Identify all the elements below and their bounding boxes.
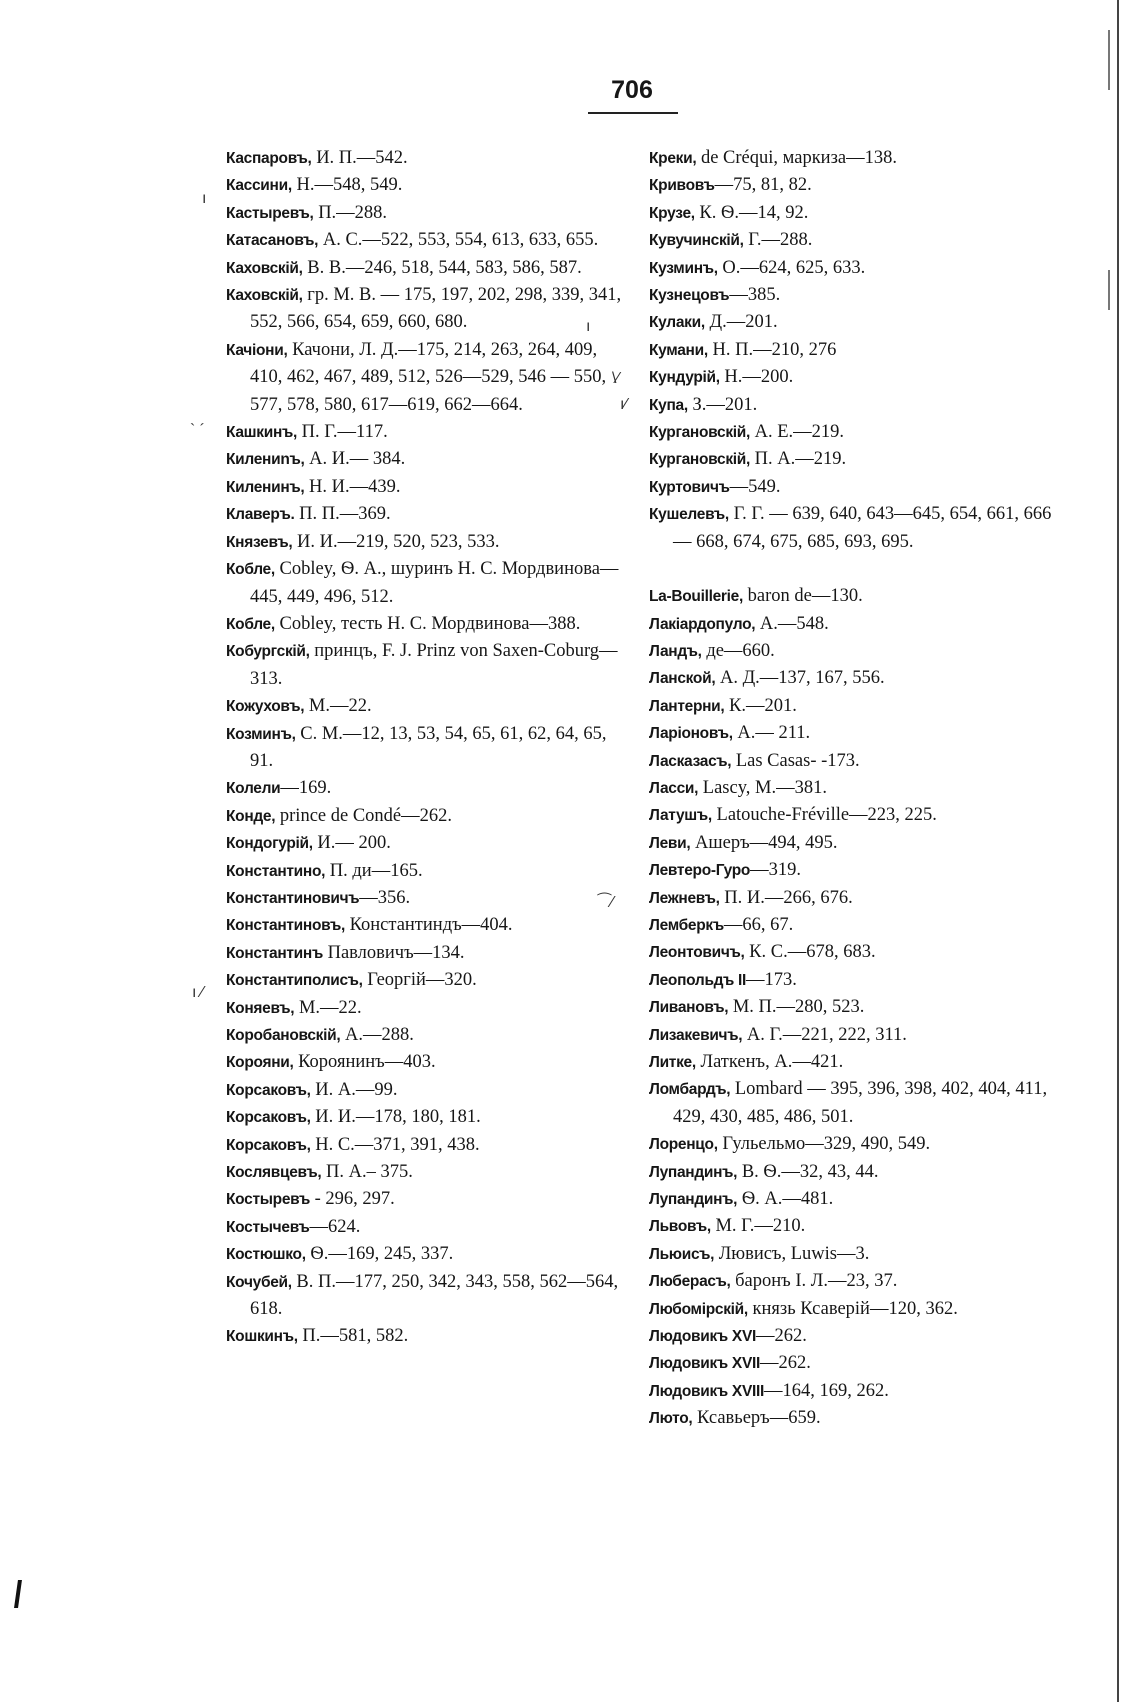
entry-references: де—660. xyxy=(701,640,775,661)
index-entry xyxy=(649,611,1069,638)
entry-heading: Константиновъ, xyxy=(226,917,345,935)
entry-references: П. А.– 375. xyxy=(321,1162,413,1183)
index-entry xyxy=(649,1186,1069,1213)
entry-references: Ѳ.—169, 245, 337. xyxy=(305,1244,454,1265)
entry-heading: Кулаки, xyxy=(649,314,705,332)
entry-heading: Кургановскій, xyxy=(649,424,751,442)
pencil-mark: ı xyxy=(202,190,207,207)
index-entry xyxy=(649,1323,1069,1350)
entry-heading: Люто, xyxy=(649,1410,693,1428)
entry-references: П. А.—219. xyxy=(750,449,847,470)
index-entry xyxy=(649,337,1069,364)
index-entry xyxy=(649,1022,1069,1049)
entry-heading: Кашкинъ, xyxy=(226,424,298,442)
entry-heading: Ланской, xyxy=(649,670,716,688)
entry-heading: Куртовичъ xyxy=(649,478,730,496)
index-entry xyxy=(649,830,1069,857)
entry-references: принцъ, F. J. Prinz von Saxen-Coburg— 313. xyxy=(250,641,618,689)
entry-heading: Леви, xyxy=(649,834,691,852)
index-entry xyxy=(226,474,631,501)
entry-heading: Кобле, xyxy=(226,615,275,633)
entry-references: С. М.—12, 13, 53, 54, 65, 61, 62, 64, 65, 91. xyxy=(250,723,607,771)
index-entry xyxy=(226,529,631,556)
entry-references: Н.—548, 549. xyxy=(291,175,403,196)
entry-heading: Литке, xyxy=(649,1054,696,1071)
index-entry xyxy=(226,200,631,227)
entry-heading: Лупандинъ, xyxy=(649,1191,738,1209)
entry-heading: Кастыревъ, xyxy=(226,204,314,222)
index-entry xyxy=(226,830,631,857)
entry-references: —356. xyxy=(359,887,411,908)
pencil-mark: ı xyxy=(586,318,591,335)
entry-heading: Львовъ, xyxy=(649,1218,711,1236)
index-entry xyxy=(226,501,631,528)
entry-references: —173. xyxy=(746,969,797,990)
index-entry xyxy=(226,611,631,638)
entry-references: Cobley, Ѳ. А., шуринъ Н. С. Мордвинова—445, 449, 496, 512. xyxy=(250,559,619,607)
entry-references: Н. П.—210, 276 xyxy=(707,339,837,360)
entry-heading: Лантерни, xyxy=(649,697,725,715)
index-entry xyxy=(226,1241,631,1268)
entry-heading: Костюшко, xyxy=(226,1246,306,1264)
entry-heading: Корсаковъ, xyxy=(226,1109,311,1127)
entry-heading: Конде, xyxy=(226,807,276,825)
entry-references: Г.—288. xyxy=(743,230,813,251)
index-entry xyxy=(226,995,631,1022)
entry-references: П. П.—369. xyxy=(294,504,391,525)
index-entry xyxy=(649,583,1069,610)
entry-references: П.—581, 582. xyxy=(297,1326,409,1347)
entry-references: А.— 211. xyxy=(732,723,811,744)
entry-references: А. И.— 384. xyxy=(304,449,406,470)
entry-heading: Крузе, xyxy=(649,204,695,222)
page-edge-line xyxy=(1117,0,1119,1702)
entry-references: З.—201. xyxy=(687,394,758,415)
entry-heading: Леопольдъ II xyxy=(649,971,747,989)
entry-references: И. А.—99. xyxy=(310,1079,398,1100)
entry-heading: Лакіардопуло, xyxy=(649,615,756,633)
entry-references: М.—22. xyxy=(304,696,372,717)
entry-heading: Константиполисъ, xyxy=(226,972,363,990)
entry-references: А.—548. xyxy=(755,613,829,634)
entry-references: Павловичъ—134. xyxy=(322,942,465,963)
entry-heading: Кузнецовъ xyxy=(649,287,730,305)
entry-references: О.—624, 625, 633. xyxy=(717,257,866,278)
index-entry xyxy=(649,227,1069,254)
entry-references: —319. xyxy=(750,860,801,881)
index-entry xyxy=(226,1269,631,1324)
entry-heading: Корояни, xyxy=(226,1054,294,1072)
index-entry xyxy=(226,1049,631,1076)
index-entry xyxy=(649,145,1069,172)
index-entry xyxy=(226,721,631,776)
pencil-mark: \⁄ xyxy=(612,370,620,387)
index-entry xyxy=(649,720,1069,747)
entry-references: Lascy, М.—381. xyxy=(698,777,827,798)
pencil-mark: ` ´ xyxy=(190,422,206,439)
index-entry xyxy=(226,940,631,967)
index-entry xyxy=(649,1241,1069,1268)
entry-references: Н. И.—439. xyxy=(304,476,401,497)
index-entry xyxy=(649,939,1069,966)
entry-references: de Créqui, маркиза—138. xyxy=(696,148,897,168)
index-entry xyxy=(649,1159,1069,1186)
entry-references: Качони, Л. Д.—175, 214, 263, 264, 409, 410, 462, 467, 489, 512, 526—529, 546 — 550, 577, 578, 580, 617—619, 662—664. xyxy=(250,339,607,415)
entry-references: Константиндъ—404. xyxy=(344,915,513,936)
index-entry xyxy=(226,1214,631,1241)
index-entry xyxy=(649,748,1069,775)
index-entry xyxy=(226,1104,631,1131)
index-entry xyxy=(649,1350,1069,1377)
entry-heading: Латушъ, xyxy=(649,807,712,825)
entry-references: —164, 169, 262. xyxy=(764,1380,889,1401)
index-entry xyxy=(226,446,631,473)
index-entry xyxy=(226,282,631,337)
entry-references: А. С.—522, 553, 554, 613, 633, 655. xyxy=(318,230,599,251)
index-entry xyxy=(649,994,1069,1021)
entry-heading: Лизакевичъ, xyxy=(649,1026,743,1044)
page-number: 706 xyxy=(611,76,653,104)
entry-heading: Креки, xyxy=(649,150,697,167)
entry-heading: Константиновичъ xyxy=(226,889,360,907)
index-entry xyxy=(226,419,631,446)
entry-references: Ашеръ—494, 495. xyxy=(690,832,838,853)
index-entry xyxy=(226,172,631,199)
entry-references: —75, 81, 82. xyxy=(714,175,812,196)
entry-heading: Качіони, xyxy=(226,341,288,359)
entry-heading: Кассини, xyxy=(226,177,292,195)
entry-heading: Кундурій, xyxy=(649,369,720,387)
entry-references: Г. Г. — 639, 640, 643—645, 654, 661, 666 — 668, 674, 675, 685, 693, 695. xyxy=(673,504,1052,552)
entry-references: М.—22. xyxy=(294,997,362,1018)
index-entry xyxy=(226,885,631,912)
entry-references: baron de—130. xyxy=(743,586,863,607)
index-entry xyxy=(649,1213,1069,1240)
index-entry xyxy=(649,912,1069,939)
entry-references: И. И.—219, 520, 523, 533. xyxy=(292,531,500,552)
index-entry xyxy=(226,912,631,939)
entry-references: П. ди—165. xyxy=(325,860,423,881)
entry-heading: Каховскій, xyxy=(226,259,303,277)
index-entry xyxy=(649,282,1069,309)
entry-heading: Лупандинъ, xyxy=(649,1163,738,1181)
entry-heading: Кумани, xyxy=(649,341,708,359)
page-number-rule xyxy=(588,112,678,114)
index-entry xyxy=(649,1049,1069,1076)
entry-heading: Людовикъ XVII xyxy=(649,1355,761,1373)
index-entry xyxy=(649,309,1069,336)
index-entry xyxy=(649,1296,1069,1323)
entry-references: —385. xyxy=(729,285,781,306)
entry-references: Д.—201. xyxy=(704,312,778,333)
entry-references: —624. xyxy=(309,1216,361,1237)
index-entry xyxy=(226,693,631,720)
entry-heading: Константинъ xyxy=(226,944,323,962)
entry-references: В. Ѳ.—32, 43, 44. xyxy=(737,1161,879,1182)
index-entry xyxy=(226,1323,631,1350)
entry-heading: Любомірскій, xyxy=(649,1300,748,1318)
entry-heading: Кожуховъ, xyxy=(226,698,305,716)
index-entry xyxy=(226,638,631,693)
page-edge-tick xyxy=(1108,270,1110,310)
index-entry xyxy=(649,501,1069,556)
entry-references: В. В.—246, 518, 544, 583, 586, 587. xyxy=(302,257,582,278)
entry-heading: Князевъ, xyxy=(226,533,293,551)
entry-references: А. Д.—137, 167, 556. xyxy=(715,668,885,689)
index-entry xyxy=(649,255,1069,282)
index-entry xyxy=(649,1405,1069,1432)
entry-heading: Кочубей, xyxy=(226,1273,292,1291)
entry-references: А. Е.—219. xyxy=(750,422,845,443)
index-entry xyxy=(226,1132,631,1159)
entry-heading: Ливановъ, xyxy=(649,999,729,1017)
entry-references: И. П.—542. xyxy=(311,148,408,168)
entry-heading: Кошкинъ, xyxy=(226,1328,298,1346)
entry-references: баронъ I. Л.—23, 37. xyxy=(730,1271,898,1292)
entry-heading: Костыревъ xyxy=(226,1191,311,1209)
entry-heading: Лежневъ, xyxy=(649,889,720,907)
entry-references: —66, 67. xyxy=(723,914,794,935)
entry-references: Лювисъ, Luwis—3. xyxy=(714,1243,870,1264)
index-entry xyxy=(226,1022,631,1049)
index-column-left xyxy=(226,145,631,1351)
entry-heading: Ландъ, xyxy=(649,642,702,660)
entry-references: Cobley, тесть Н. С. Мордвинова—388. xyxy=(274,613,581,634)
pencil-mark: ı⁄ xyxy=(620,396,628,413)
entry-references: —169. xyxy=(280,778,332,799)
entry-heading: Кобле, xyxy=(226,561,275,579)
entry-references: К. Ѳ.—14, 92. xyxy=(694,202,809,223)
entry-references: —262. xyxy=(760,1353,811,1374)
index-entry xyxy=(649,392,1069,419)
pencil-mark: ı ⁄ xyxy=(192,984,204,1001)
entry-references: П. И.—266, 676. xyxy=(719,887,853,908)
entry-references: И. И.—178, 180, 181. xyxy=(310,1107,481,1128)
margin-stroke xyxy=(14,1580,22,1608)
index-entry xyxy=(226,227,631,254)
entry-heading: Кондогурій, xyxy=(226,835,313,853)
entry-heading: Каспаровъ, xyxy=(226,150,312,167)
index-entry xyxy=(649,775,1069,802)
index-entry xyxy=(649,665,1069,692)
index-entry xyxy=(649,200,1069,227)
entry-heading: Ларіоновъ, xyxy=(649,725,733,743)
index-column-right xyxy=(649,145,1069,1433)
entry-heading: Льюисъ, xyxy=(649,1245,715,1263)
entry-references: К. С.—678, 683. xyxy=(744,942,876,963)
entry-heading: La-Bouillerie, xyxy=(649,588,743,606)
index-entry xyxy=(649,172,1069,199)
entry-heading: Корсаковъ, xyxy=(226,1136,311,1154)
entry-heading: Коробановскій, xyxy=(226,1027,341,1044)
index-entry xyxy=(649,1076,1069,1131)
entry-heading: Кувучинскій, xyxy=(649,232,744,250)
index-entry xyxy=(226,1186,631,1213)
entry-heading: Килениnъ, xyxy=(226,451,305,469)
index-entry xyxy=(649,1131,1069,1158)
index-entry xyxy=(649,885,1069,912)
index-entry xyxy=(226,1077,631,1104)
entry-heading: Кургановскій, xyxy=(649,451,751,469)
entry-heading: Левтеро-Гуро xyxy=(649,862,751,880)
entry-heading: Люберасъ, xyxy=(649,1273,731,1291)
entry-references: П. Г.—117. xyxy=(297,422,388,443)
entry-references: Гульельмо—329, 490, 549. xyxy=(717,1134,931,1155)
entry-heading: Костычевъ xyxy=(226,1218,310,1236)
index-entry xyxy=(649,638,1069,665)
entry-references: В. П.—177, 250, 342, 343, 558, 562—564, 618. xyxy=(250,1271,619,1320)
entry-heading: Кослявцевъ, xyxy=(226,1164,322,1182)
entry-heading: Кузминъ, xyxy=(649,259,718,277)
index-entry xyxy=(649,802,1069,829)
index-entry xyxy=(649,446,1069,473)
entry-references: Lombard — 395, 396, 398, 402, 404, 411, 429, 430, 485, 486, 501. xyxy=(673,1079,1048,1127)
entry-references: Ѳ. А.—481. xyxy=(737,1189,834,1210)
entry-references: Георгій—320. xyxy=(362,970,477,991)
entry-heading: Ласказасъ, xyxy=(649,752,732,770)
entry-heading: Колели xyxy=(226,780,281,798)
index-entry xyxy=(226,337,631,419)
entry-heading: Кривовъ xyxy=(649,177,715,195)
entry-references: Короянинъ—403. xyxy=(293,1052,436,1073)
entry-heading: Константино, xyxy=(226,862,326,880)
entry-references: Н.—200. xyxy=(719,367,794,388)
index-entry xyxy=(226,145,631,172)
entry-references: Latouche-Fréville—223, 225. xyxy=(711,805,937,826)
entry-heading: Кушелевъ, xyxy=(649,506,729,524)
index-entry xyxy=(226,1159,631,1186)
entry-heading: Леонтовичъ, xyxy=(649,944,745,962)
entry-heading: Купа, xyxy=(649,396,688,414)
entry-heading: Коняевъ, xyxy=(226,999,295,1017)
entry-heading: Ломбардъ, xyxy=(649,1081,731,1099)
entry-heading: Людовикъ XVIII xyxy=(649,1382,765,1400)
page-edge-tick xyxy=(1108,30,1110,90)
entry-heading: Лоренцо, xyxy=(649,1136,718,1154)
index-entry xyxy=(649,693,1069,720)
entry-references: П.—288. xyxy=(313,202,388,223)
entry-heading: Клаверъ. xyxy=(226,506,295,524)
entry-heading: Киленинъ, xyxy=(226,478,305,496)
entry-references: prince de Condé—262. xyxy=(275,805,453,826)
index-entry xyxy=(649,857,1069,884)
entry-heading: Лемберкъ xyxy=(649,916,724,934)
index-entry xyxy=(649,967,1069,994)
entry-references: Las Casas- -173. xyxy=(731,750,860,771)
index-entry xyxy=(649,1378,1069,1405)
index-entry xyxy=(649,1268,1069,1295)
entry-references: Латкенъ, А.—421. xyxy=(695,1052,844,1072)
index-entry xyxy=(226,255,631,282)
entry-heading: Катасановъ, xyxy=(226,232,319,250)
entry-references: гр. М. В. — 175, 197, 202, 298, 339, 341, 552, 566, 654, 659, 660, 680. xyxy=(250,285,622,333)
pencil-mark: ⁀⁄ xyxy=(598,894,614,911)
entry-references: —549. xyxy=(729,476,781,497)
index-entry xyxy=(649,419,1069,446)
entry-references: И.— 200. xyxy=(312,833,391,854)
index-entry xyxy=(226,803,631,830)
entry-references: М. П.—280, 523. xyxy=(728,997,865,1018)
entry-references: Ксавьеръ—659. xyxy=(692,1408,821,1429)
entry-references: Н. С.—371, 391, 438. xyxy=(310,1134,480,1155)
entry-heading: Ласси, xyxy=(649,779,699,797)
index-entry xyxy=(226,858,631,885)
entry-references: К.—201. xyxy=(724,695,797,716)
entry-references: А.—288. xyxy=(340,1025,414,1045)
entry-references: - 296, 297. xyxy=(310,1189,395,1210)
index-entry xyxy=(226,967,631,994)
entry-heading: Каховскій, xyxy=(226,287,303,305)
entry-heading: Кобургскій, xyxy=(226,643,310,661)
entry-references: М. Г.—210. xyxy=(710,1216,806,1237)
index-entry xyxy=(649,364,1069,391)
index-entry xyxy=(226,556,631,611)
entry-references: князь Ксаверій—120, 362. xyxy=(747,1298,958,1319)
index-entry xyxy=(226,775,631,802)
entry-references: А. Г.—221, 222, 311. xyxy=(742,1024,907,1045)
entry-heading: Людовикъ XVI xyxy=(649,1328,757,1346)
entry-references: —262. xyxy=(756,1326,807,1347)
entry-heading: Корсаковъ, xyxy=(226,1081,311,1099)
index-entry xyxy=(649,474,1069,501)
entry-heading: Козминъ, xyxy=(226,725,296,743)
